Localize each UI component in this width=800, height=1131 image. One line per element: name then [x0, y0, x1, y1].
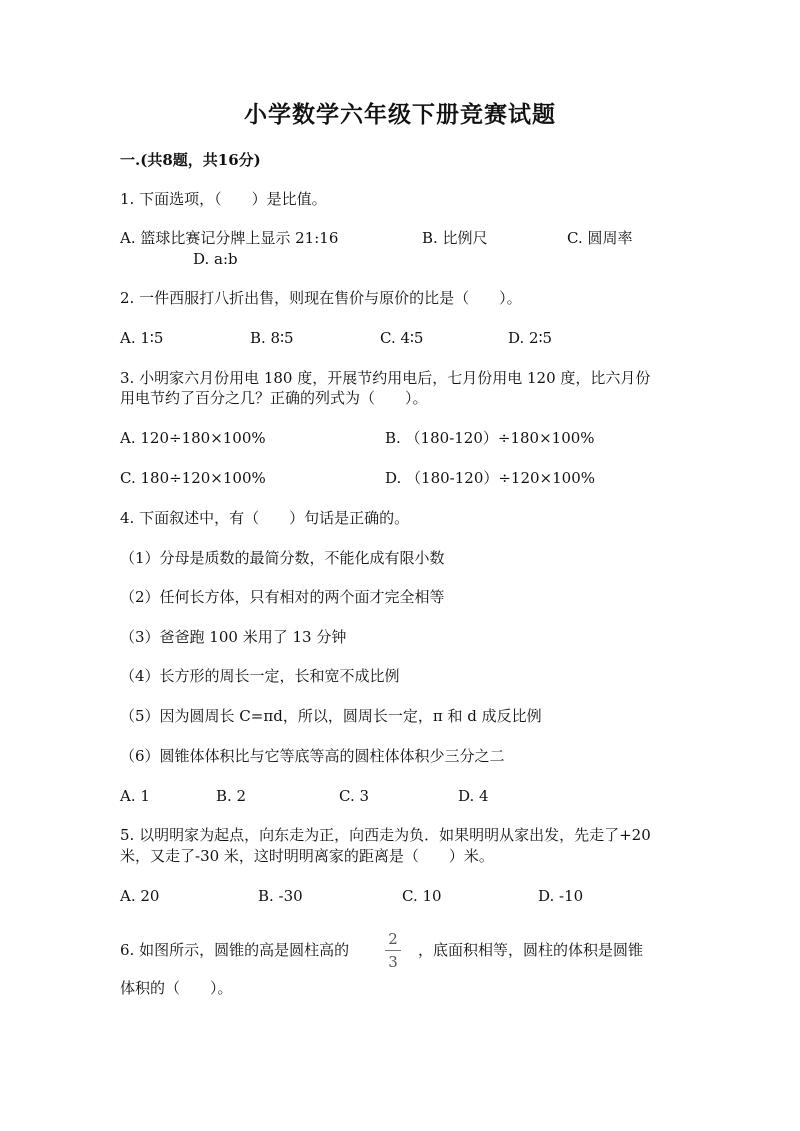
question-2-option-a: A. 1∶5: [120, 329, 164, 347]
question-5-option-a: A. 20: [120, 887, 160, 905]
question-5-option-d: D. -10: [538, 887, 584, 905]
question-1-option-b: B. 比例尺: [422, 229, 488, 247]
statement-item: （4）长方形的周长一定，长和宽不成比例: [120, 667, 400, 685]
question-5-option-b: B. -30: [258, 887, 303, 905]
question-4-option-a: A. 1: [120, 787, 150, 805]
question-6-stem-line-2: 体积的（ ）。: [120, 979, 233, 997]
question-3-option-d: D. （180-120）÷120×100%: [385, 469, 596, 487]
fraction-two-thirds: [382, 930, 404, 971]
page-title: 小学数学六年级下册竞赛试题: [244, 101, 556, 128]
statement-item: （2）任何长方体，只有相对的两个面才完全相等: [120, 588, 445, 606]
question-2-option-d: D. 2∶5: [508, 329, 553, 347]
fraction-bar: [385, 950, 401, 951]
question-1-option-d: D. a:b: [193, 250, 238, 268]
question-3-option-b: B. （180-120）÷180×100%: [385, 429, 595, 447]
question-5-stem-line-1: 5. 以明明家为起点，向东走为正，向西走为负．如果明明从家出发，先走了+20: [120, 826, 651, 844]
question-3-option-a: A. 120÷180×100%: [120, 429, 266, 447]
question-2-option-c: C. 4∶5: [380, 329, 424, 347]
question-3-option-c: C. 180÷120×100%: [120, 469, 266, 487]
statement-item: （3）爸爸跑 100 米用了 13 分钟: [120, 628, 347, 646]
question-2-option-b: B. 8∶5: [250, 329, 294, 347]
question-3-stem-line-2: 用电节约了百分之几？正确的列式为（ ）。: [120, 389, 428, 407]
fraction-denominator: 3: [388, 953, 398, 971]
statement-item: （1）分母是质数的最简分数，不能化成有限小数: [120, 549, 445, 567]
question-3-stem-line-1: 3. 小明家六月份用电 180 度，开展节约用电后，七月份用电 120 度，比六月份: [120, 369, 651, 387]
question-4-stem: 4. 下面叙述中，有（ ）句话是正确的。: [120, 509, 410, 527]
question-4-option-c: C. 3: [339, 787, 370, 805]
section-heading: 一.(共8题，共16分): [120, 151, 261, 169]
fraction-numerator: 2: [388, 930, 398, 948]
question-4-option-b: B. 2: [216, 787, 247, 805]
statement-item: （5）因为圆周长 C=πd，所以，圆周长一定，π 和 d 成反比例: [120, 707, 542, 725]
question-2-stem: 2. 一件西服打八折出售，则现在售价与原价的比是（ ）。: [120, 289, 522, 307]
question-1-option-a: A. 篮球比赛记分牌上显示 21:16: [120, 229, 339, 247]
question-6-stem-part-2: ，底面积相等，圆柱的体积是圆锥: [418, 941, 644, 959]
question-1-option-c: C. 圆周率: [567, 229, 633, 247]
question-5-stem-line-2: 米，又走了-30 米，这时明明离家的距离是（ ）米。: [120, 847, 494, 865]
statement-item: （6）圆锥体体积比与它等底等高的圆柱体体积少三分之二: [120, 747, 505, 765]
question-1-stem: 1. 下面选项，（ ）是比值。: [120, 190, 327, 208]
question-6-stem-part-1: 6. 如图所示，圆锥的高是圆柱高的: [120, 941, 350, 959]
question-5-option-c: C. 10: [402, 887, 442, 905]
question-4-option-d: D. 4: [458, 787, 489, 805]
